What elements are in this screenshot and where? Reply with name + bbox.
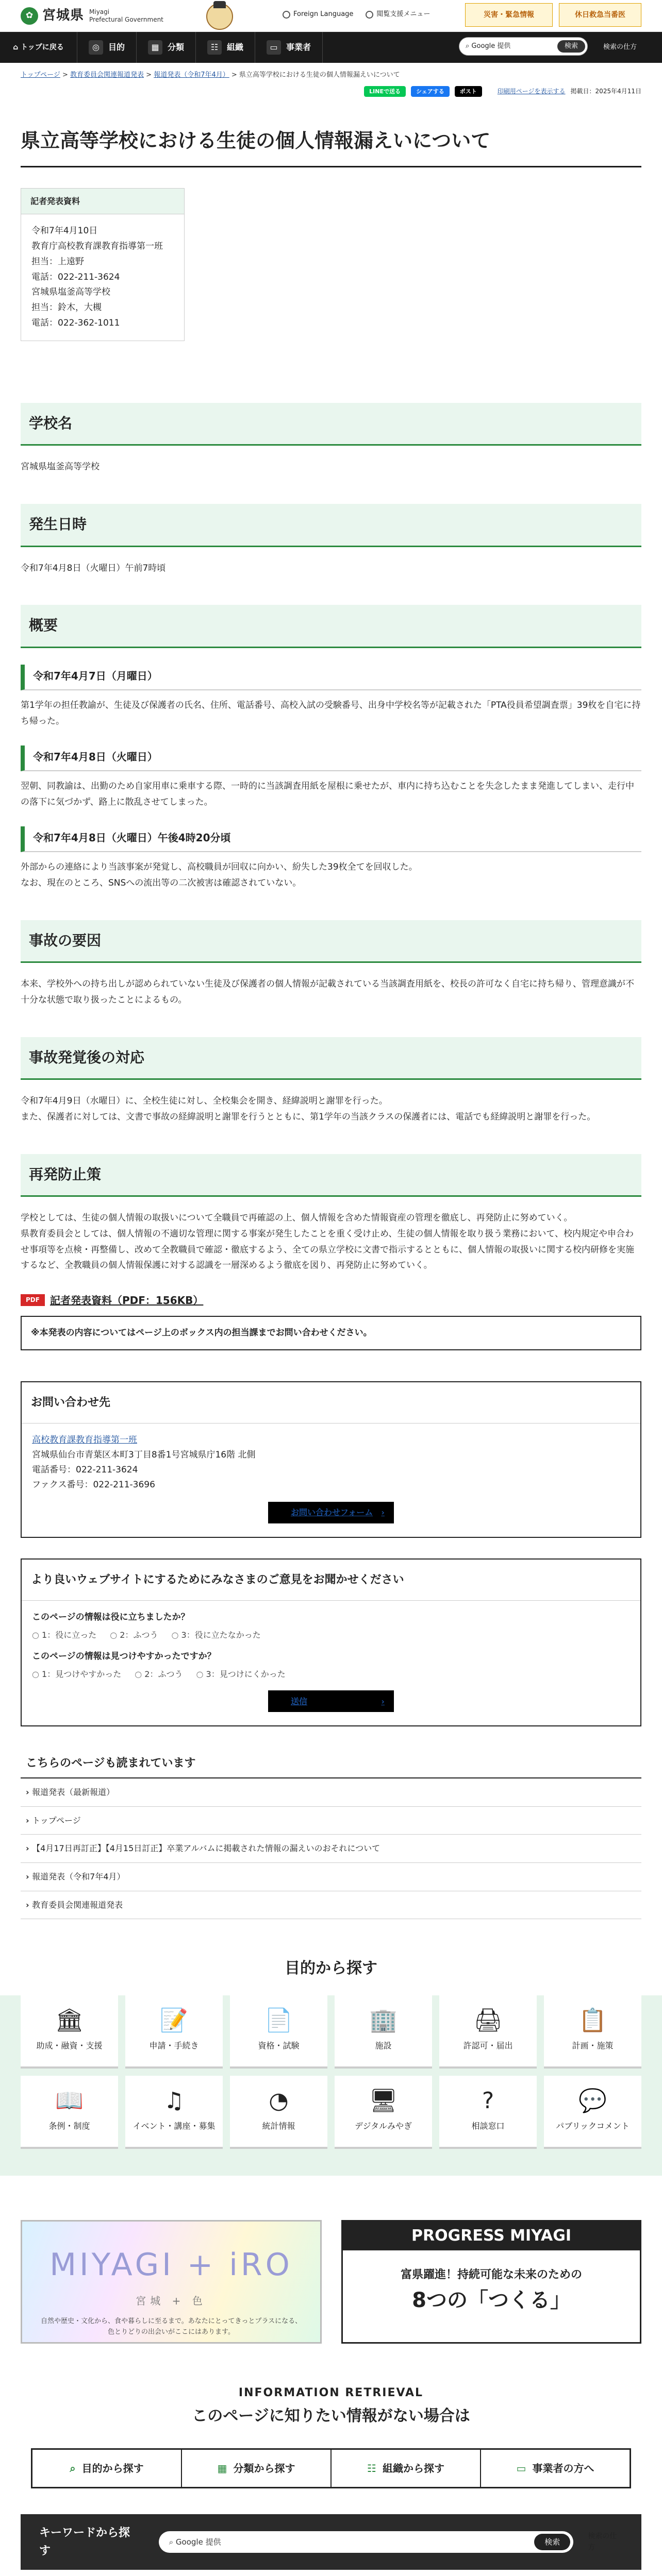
ir-en-heading: INFORMATION RETRIEVAL — [238, 2386, 424, 2400]
purpose-card[interactable] — [335, 2076, 432, 2149]
survey-question: このページの情報は役に立ちましたか？ — [32, 1612, 190, 1622]
target-icon: ◎ — [89, 40, 103, 55]
print-link[interactable]: 印刷用ページを表示する — [497, 88, 566, 95]
purpose-card[interactable] — [230, 1995, 327, 2069]
purpose-icon: ♫ — [163, 2088, 185, 2114]
viewer-support-link[interactable]: 閲覧支援メニュー — [366, 9, 430, 20]
page-title: 県立高等学校における生徒の個人情報漏えいについて — [21, 128, 641, 167]
breadcrumb-link[interactable]: トップページ — [21, 71, 60, 79]
section-text: 令和7年4月9日（水曜日）に、全校生徒に対し、全校集会を開き、経緯説明と謝罪を行った。 また、保護者に対しては、文書で事故の経緯説明と謝罪を行うとともに、第1学年の当該クラスの保護者には、電話でも経緯説明と謝罪を行った。 — [21, 1096, 596, 1123]
support-icon — [366, 11, 373, 19]
section-heading: 発生日時 — [21, 504, 641, 547]
section-heading: 再発防止策 — [21, 1154, 641, 1197]
banner-subtitle: 宮城 + 色 — [136, 2295, 207, 2308]
purpose-card[interactable] — [544, 2076, 641, 2149]
radio-option[interactable]: ○ 2：ふつう — [135, 1667, 183, 1681]
miyagi-iro-banner[interactable] — [21, 2220, 322, 2344]
list-item[interactable]: › 教育委員会関連報道発表 — [21, 1891, 641, 1920]
breadcrumb-link[interactable]: 報道発表（令和7年4月） — [154, 71, 229, 79]
banner-subtitle: 富県躍進！持続可能な未来のための — [401, 2268, 583, 2282]
purpose-icon: 📄 — [264, 2007, 293, 2034]
share-bar — [0, 81, 662, 97]
purpose-heading: 目的から探す — [0, 1947, 662, 1995]
radio-option[interactable]: ○ 1：役に立った — [32, 1628, 96, 1642]
banner-title: PROGRESS MIYAGI — [343, 2222, 640, 2250]
purpose-icon: 🖨 — [473, 2007, 503, 2034]
section-heading: 事故の要因 — [21, 920, 641, 963]
sub-heading: 令和7年4月8日（火曜日） — [21, 745, 641, 771]
survey-question: このページの情報は見つけやすかったですか？ — [32, 1651, 216, 1662]
radio-option[interactable]: ○ 1：見つけやすかった — [32, 1667, 121, 1681]
press-line: 電話：022-211-3624 — [31, 272, 120, 282]
org-icon: ☷ — [207, 40, 222, 55]
purpose-card[interactable] — [21, 1995, 118, 2069]
press-line: 宮城県塩釜高等学校 — [31, 287, 110, 298]
purpose-label: 許認可・届出 — [463, 2041, 513, 2051]
nav-purpose[interactable]: ◎ 目的 — [77, 32, 137, 63]
purpose-icon: 🖥 — [369, 2088, 398, 2114]
nav-category[interactable]: ▦ 分類 — [137, 32, 196, 63]
breadcrumb-current: 県立高等学校における生徒の個人情報漏えいについて — [239, 71, 400, 79]
logo-en: Miyagi Prefectural Government — [89, 8, 163, 23]
purpose-card[interactable] — [544, 1995, 641, 2069]
purpose-icon: 💬 — [578, 2088, 607, 2114]
section-text: 第1学年の担任教諭が、生徒及び保護者の氏名、住所、電話番号、高校入試の受験番号、出身中学校名等が記載された「PTA役員希望調査票」39枚を自宅に持ち帰った。 — [21, 700, 641, 726]
contact-fax: ファクス番号：022-211-3696 — [32, 1479, 155, 1490]
purpose-icon: 📝 — [160, 2007, 188, 2034]
ir-category-button[interactable]: ▦ 分類から探す — [182, 2450, 332, 2487]
purpose-label: 条例・制度 — [48, 2121, 90, 2131]
purpose-label: デジタルみやぎ — [354, 2121, 412, 2131]
purpose-card[interactable] — [439, 2076, 537, 2149]
search-icon: ⌕ — [169, 2537, 176, 2547]
section-text: 本来、学校外への持ち出しが認められていない生徒及び保護者の個人情報が記載されている当該調査用紙を、校長の許可なく自宅に持ち帰り、管理意識が不十分な状態で取り扱ったことによるもの。 — [21, 979, 634, 1006]
section-heading: 概要 — [21, 605, 641, 648]
purpose-card[interactable] — [335, 1995, 432, 2069]
purpose-card[interactable] — [125, 1995, 223, 2069]
contact-box — [21, 1381, 641, 1538]
mascot-image — [206, 3, 233, 30]
arrow-right-icon: › — [381, 1696, 385, 1706]
purpose-icon: 📖 — [55, 2088, 84, 2114]
purpose-section — [0, 1947, 662, 2176]
list-item[interactable]: › 報道発表（令和7年4月） — [21, 1863, 641, 1891]
grid-icon: ▦ — [148, 40, 162, 55]
inquiry-notice: ※本発表の内容についてはページ上のボックス内の担当課までお問い合わせください。 — [21, 1316, 641, 1350]
site-logo[interactable] — [21, 5, 163, 27]
disaster-info-button[interactable]: 災害・緊急情報 — [465, 3, 553, 27]
purpose-label: 資格・試験 — [258, 2041, 300, 2051]
banner-text: 自然や歴史・文化から、食や暮らしに至るまで。あなたにとってきっとプラスになる、色とりどりの出会いがここにはあります。 — [40, 2317, 302, 2336]
purpose-icon: 🏛 — [55, 2007, 84, 2034]
banner-title: MIYAGI + iRO — [49, 2247, 293, 2283]
ir-organization-button[interactable]: ☷ 組織から探す — [332, 2450, 481, 2487]
pdf-icon: PDF — [21, 1294, 45, 1306]
press-line: 担当：上遠野 — [31, 256, 84, 267]
header-search[interactable] — [459, 37, 588, 56]
purpose-icon: ? — [482, 2088, 494, 2114]
sub-heading: 令和7年4月7日（月曜日） — [21, 665, 641, 690]
nav-business[interactable]: ▭ 事業者 — [255, 32, 323, 63]
purpose-label: 統計情報 — [262, 2121, 295, 2131]
search-help-link[interactable]: 検索の仕方 — [588, 2532, 617, 2552]
list-item[interactable]: › 報道発表（最新報道） — [21, 1778, 641, 1807]
breadcrumb-link[interactable]: 教育委員会関連報道発表 — [70, 71, 144, 79]
arrow-right-icon: › — [381, 1507, 385, 1518]
press-heading: 記者発表資料 — [21, 189, 184, 215]
line-share-button[interactable]: LINEで送る — [364, 86, 406, 97]
purpose-label: 施設 — [375, 2041, 392, 2051]
purpose-label: イベント・講座・募集 — [133, 2121, 216, 2131]
press-line: 教育庁高校教育課教育指導第一班 — [31, 241, 163, 252]
purpose-card[interactable] — [125, 2076, 223, 2149]
site-header — [0, 0, 662, 32]
purpose-card[interactable] — [439, 1995, 537, 2069]
keyword-label: キーワードから探す — [39, 2527, 130, 2558]
purpose-icon: ◔ — [269, 2088, 289, 2114]
sub-heading: 令和7年4月8日（火曜日）午後4時20分頃 — [21, 826, 641, 852]
ir-purpose-button[interactable]: ⌕ 目的から探す — [32, 2450, 182, 2487]
radio-option[interactable]: ○ 3：役に立たなかった — [171, 1628, 260, 1642]
radio-option[interactable]: ○ 2：ふつう — [110, 1628, 158, 1642]
banner-text: 8つの「つくる」 — [412, 2289, 571, 2313]
purpose-label: 申請・手続き — [149, 2041, 199, 2051]
nav-organization[interactable]: ☷ 組織 — [196, 32, 255, 63]
search-icon: ⌕ — [70, 2462, 76, 2475]
contact-form-button[interactable]: お問い合わせフォーム › — [268, 1502, 394, 1523]
popular-pages — [21, 1749, 641, 1919]
grid-icon: ▦ — [217, 2462, 227, 2475]
x-post-button[interactable]: ポスト — [455, 86, 482, 97]
logo-text: 宮城県 — [42, 8, 85, 23]
section-text: 宮城県塩釜高等学校 — [21, 462, 100, 472]
info-retrieval — [21, 2384, 641, 2488]
purpose-icon: 📋 — [578, 2007, 607, 2034]
briefcase-icon: ▭ — [267, 40, 281, 55]
contact-address: 宮城県仙台市青葉区本町3丁目8番1号宮城県庁16階 北側 — [32, 1450, 256, 1461]
dept-link[interactable]: 高校教育課教育指導第一班 — [32, 1435, 137, 1446]
facebook-share-button[interactable]: シェアする — [411, 86, 450, 97]
pdf-link[interactable]: 記者発表資料（PDF：156KB） — [49, 1294, 204, 1307]
survey-box — [21, 1558, 641, 1726]
section-text: 翌朝、同教諭は、出勤のため自家用車に乗車する際、一時的に当該調査用紙を屋根に乗せたが、車内に持ち込むことを失念したまま発進してしまい、走行中の落下に気づかず、路上に散乱させてしまった。 — [21, 781, 634, 807]
list-item[interactable]: › トップページ — [21, 1807, 641, 1835]
survey-submit-button[interactable]: 送信 › — [268, 1690, 394, 1712]
purpose-label: 計画・施策 — [572, 2041, 614, 2051]
breadcrumb: トップページ > 教育委員会関連報道発表 > 報道発表（令和7年4月） > 県立高等学校における生徒の個人情報漏えいについて — [21, 71, 400, 79]
foreign-language-link[interactable]: Foreign Language — [283, 9, 353, 20]
section-heading: 事故発覚後の対応 — [21, 1037, 641, 1080]
home-icon: ⌂ — [13, 43, 21, 52]
press-line: 電話：022-362-1011 — [31, 317, 120, 328]
popular-heading: こちらのページも読まれています — [21, 1749, 641, 1778]
press-line: 担当：鈴木，大槻 — [31, 302, 102, 313]
search-button[interactable]: 検索 — [557, 40, 585, 53]
purpose-card[interactable] — [21, 2076, 118, 2149]
radio-option[interactable]: ○ 3：見つけにくかった — [196, 1667, 285, 1681]
globe-icon — [283, 11, 290, 19]
purpose-label: 相談窓口 — [471, 2121, 505, 2131]
search-icon: ⌕ — [466, 42, 472, 50]
ir-jp-heading: このページに知りたい情報がない場合は — [192, 2407, 470, 2426]
briefcase-icon: ▭ — [516, 2462, 526, 2475]
ir-business-button[interactable]: ▭ 事業者の方へ — [481, 2450, 630, 2487]
purpose-card[interactable] — [230, 2076, 327, 2149]
keyword-input[interactable]: ⌕ Google 提供 検索 — [159, 2531, 573, 2553]
section-text: 学校としては、生徒の個人情報の取扱いについて全職員で再確認の上、個人情報を含めた情報資産の管理を徹底し、再発防止に努めていく。 県教育委員会としては、個人情報の不適切な管理に関する事案が発生したことを重く受け止め、生徒の個人情報を取り扱う業務において、校内規定や申合わせ事項等を点検・再整備し、改めて全教職員で確認・徹底するよう、全ての県立学校に文書で指示するとともに、個人情報の取扱いに関する校内研修を実施するなど、全教職員の個人情報保護に対する認識を一層深めるよう徹底を図り、再発防止に努めていく。 — [21, 1213, 634, 1271]
purpose-icon: 🏢 — [369, 2007, 398, 2034]
pdf-download — [21, 1292, 641, 1309]
contact-tel: 電話番号：022-211-3624 — [32, 1464, 138, 1475]
search-help-link[interactable]: 検索の仕方 — [603, 43, 637, 51]
prefecture-emblem-icon: ✿ — [21, 7, 38, 25]
section-heading: 学校名 — [21, 403, 641, 446]
survey-heading: より良いウェブサイトにするためにみなさまのご意見をお聞かせください — [22, 1560, 640, 1601]
list-item[interactable]: › 【4月17日再訂正】【4月15日訂正】卒業アルバムに掲載された情報の漏えいのおそれについて — [21, 1835, 641, 1863]
keyword-search — [21, 2514, 641, 2570]
purpose-label: パブリックコメント — [556, 2121, 630, 2131]
keyword-search-button[interactable]: 検索 — [534, 2534, 570, 2550]
press-line: 令和7年4月10日 — [31, 226, 98, 236]
press-release-box — [21, 188, 185, 341]
purpose-label: 助成・融資・支援 — [36, 2041, 103, 2051]
section-text: 令和7年4月8日（火曜日）午前7時頃 — [21, 563, 166, 573]
progress-miyagi-banner[interactable] — [341, 2220, 641, 2344]
section-text: 外部からの連絡により当該事案が発覚し、高校職員が回収に向かい、紛失した39枚全てを回収した。 なお、現在のところ、SNSへの流出等の二次被害は確認されていない。 — [21, 862, 418, 889]
org-icon: ☷ — [367, 2462, 376, 2475]
nav-top-button[interactable]: ⌂ トップに戻る — [0, 32, 77, 63]
contact-heading: お問い合わせ先 — [22, 1382, 640, 1423]
holiday-doctor-button[interactable]: 休日救急当番医 — [559, 3, 641, 27]
search-input[interactable]: Google 提供 — [471, 42, 511, 50]
publish-date: 掲載日：2025年4月11日 — [570, 88, 641, 95]
